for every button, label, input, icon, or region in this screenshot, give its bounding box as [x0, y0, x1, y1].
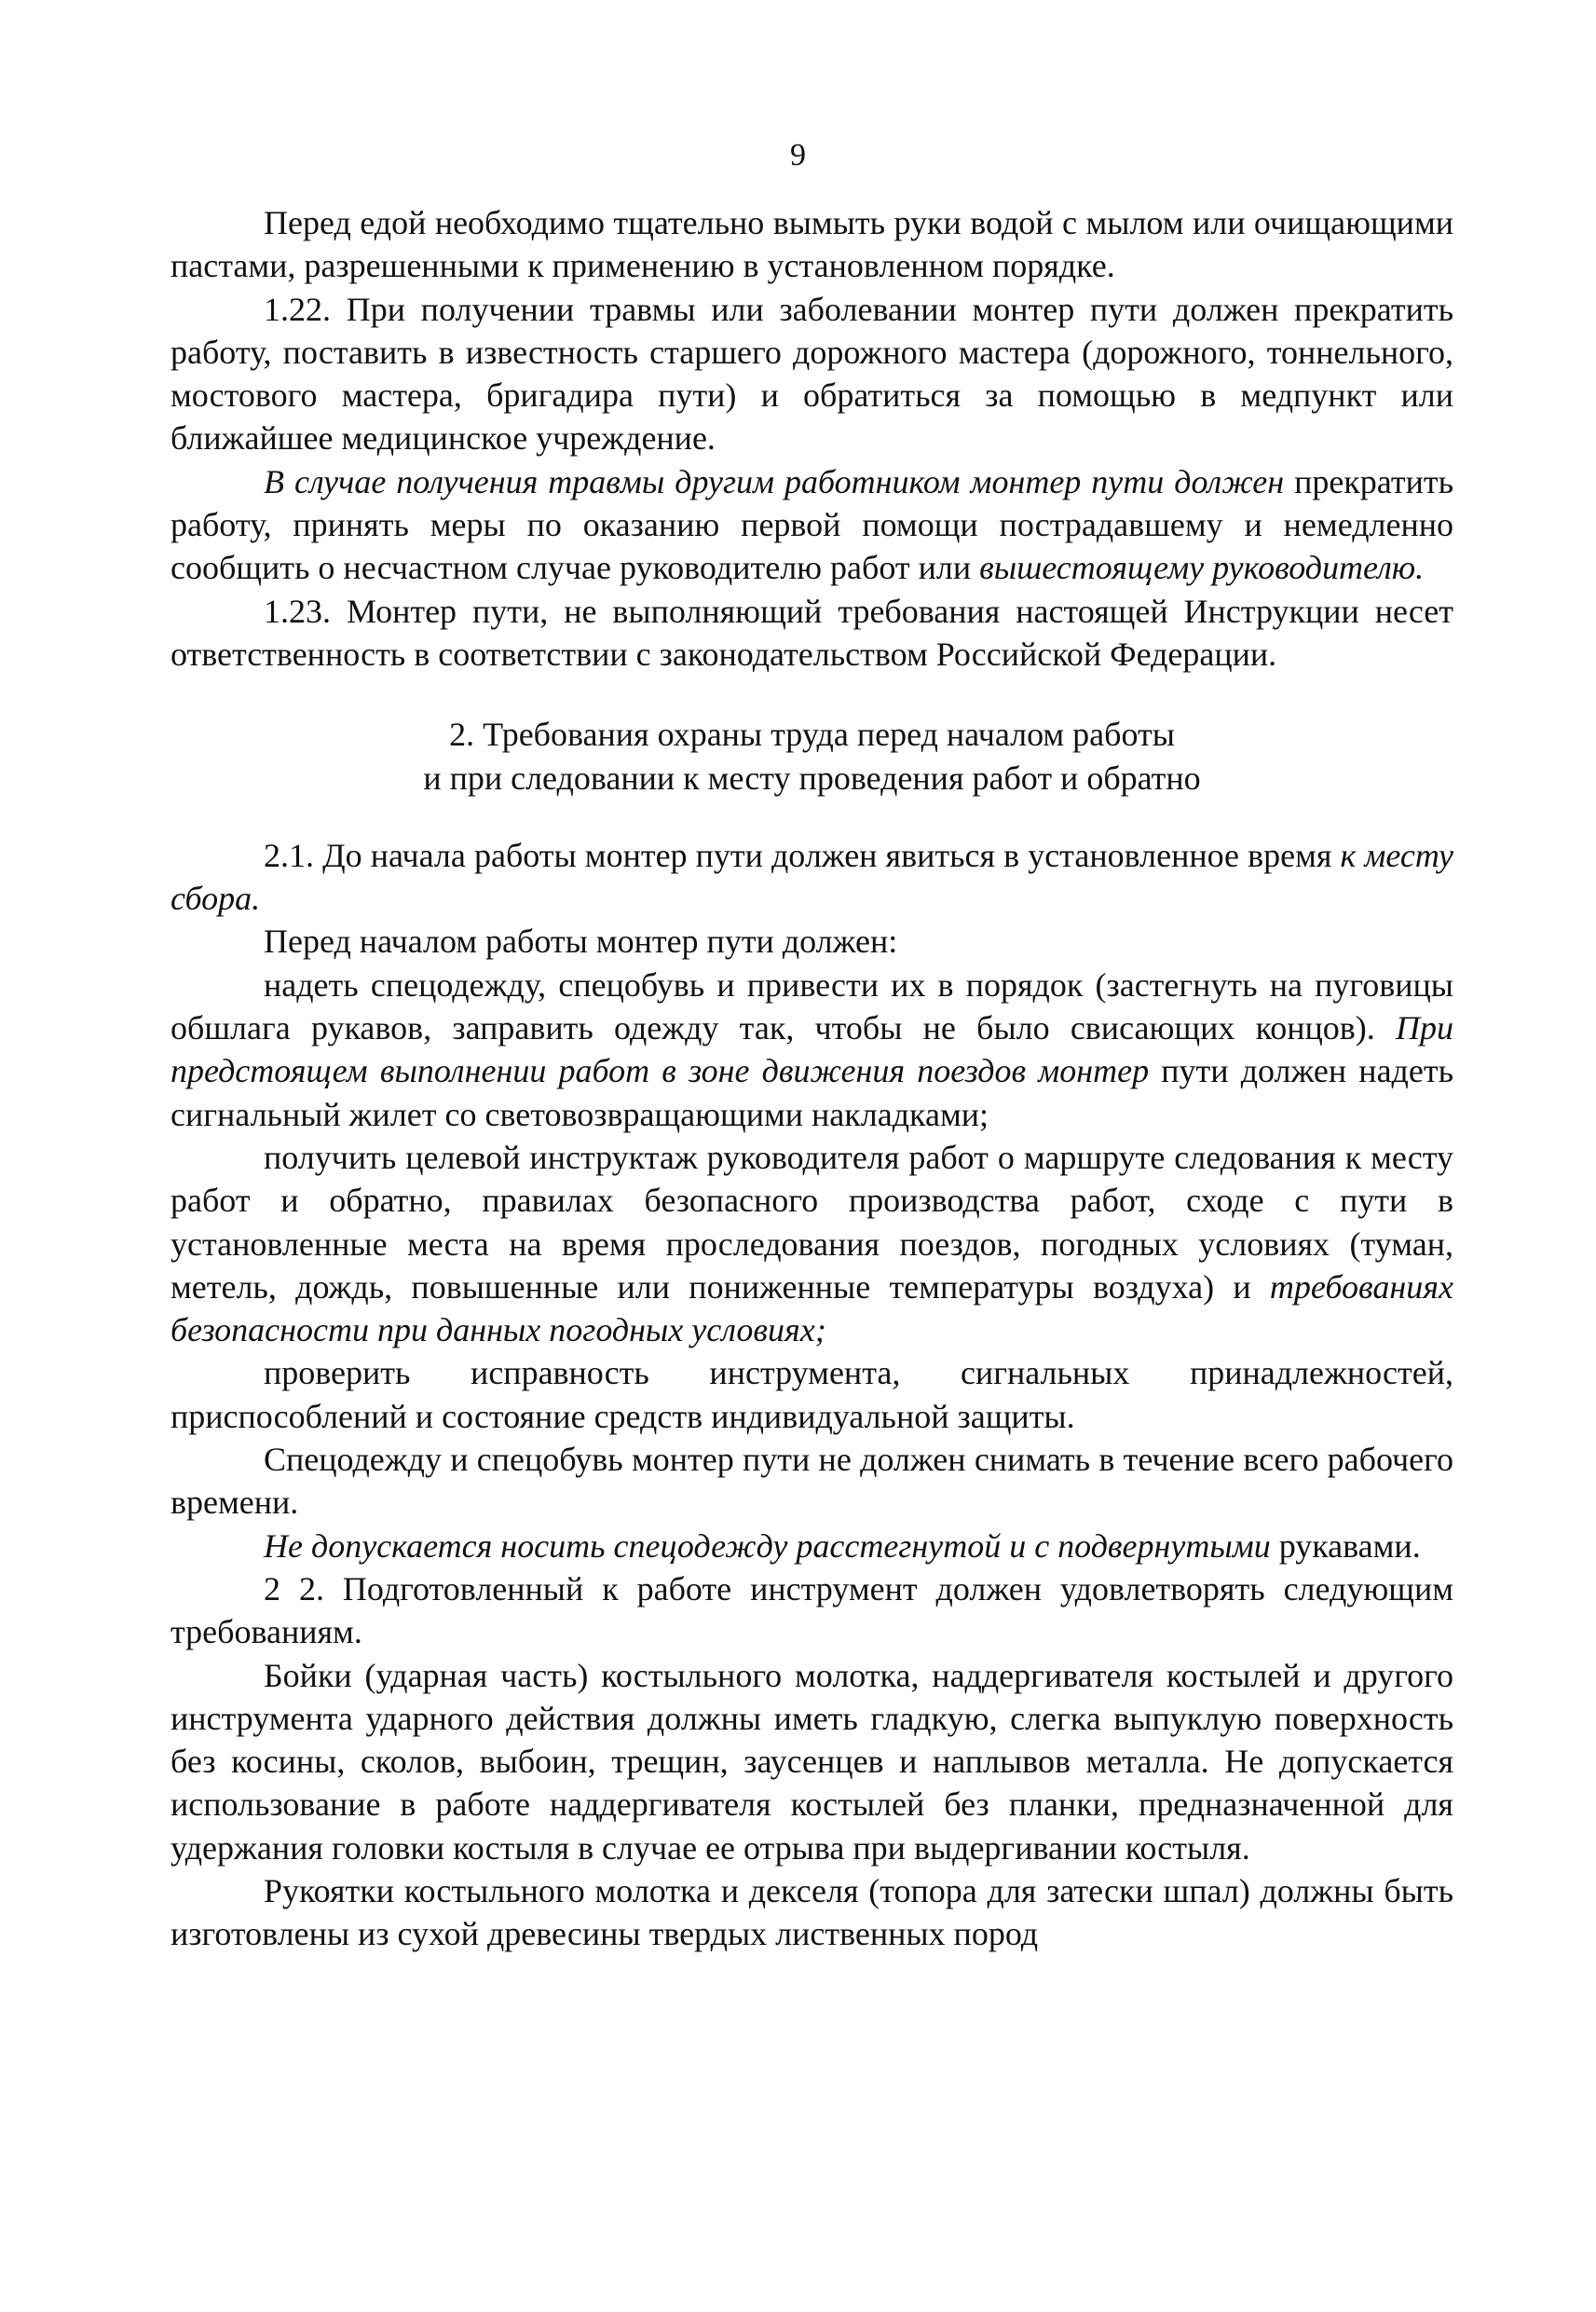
italic-text: к месту сбора.: [171, 836, 1453, 918]
paragraph-workwear: [171, 964, 1453, 1136]
body-text: пути должен надеть сигнальный жилет со световозвращающими накладками;: [171, 1052, 1453, 1133]
section-title-line: 2. Требования охраны труда перед началом работы: [449, 716, 1175, 754]
section-2-title: [171, 713, 1453, 800]
page-number: 9: [790, 138, 806, 172]
paragraph-injury-other-worker: [171, 460, 1453, 590]
italic-text: Не допускается носить спецодежду расстегнутой и с подвернутыми: [264, 1526, 1271, 1565]
paragraph-check-tools: проверить исправность инструмента, сигнальных принадлежностей, приспособлений и состояние средств индивидуальной защиты.: [171, 1354, 1453, 1435]
body-text: прекратить работу, принять меры по оказанию первой помощи пострадавшему и немедленно сообщить о несчастном случае руководителю работ или: [171, 462, 1453, 587]
italic-text: требованиях безопасности при данных погодных условиях;: [171, 1267, 1453, 1349]
paragraph-2-2: 2 2. Подготовленный к работе инструмент должен удовлетворять следующим требованиям.: [171, 1569, 1453, 1651]
body-text: надеть спецодежду, спецобувь и привести их в порядок (застегнуть на пуговицы обшлага рукавов, заправить одежду так, чтобы не было свисающих концов).: [171, 965, 1453, 1047]
paragraph-briefing: [171, 1136, 1453, 1351]
italic-text: вышестоящему руководителю.: [979, 549, 1425, 587]
italic-text: В случае получения травмы другим работником монтер пути должен: [264, 462, 1285, 500]
document-body: [171, 201, 1453, 1956]
paragraph-1-22: 1.22. При получении травмы или заболевании монтер пути должен прекратить работу, поставить в известность старшего дорожного мастера (дорожного, тоннельного, мостового мастера, бригадира пути) и обратиться за помощью в медпункт или ближайшее медицинское учреждение.: [171, 290, 1453, 458]
paragraph-1-23: 1.23. Монтер пути, не выполняющий требования настоящей Инструкции несет ответственность в соответствии с законодательством Российской Федерации.: [171, 592, 1453, 673]
body-text: рукавами.: [1270, 1526, 1421, 1565]
body-text: 2.1. До начала работы монтер пути должен явиться в установленное время: [264, 836, 1332, 874]
body-text: получить целевой инструктаж руководителя работ о маршруте следования к месту работ и обратно, правилах безопасного производства работ, сходе с пути в установленные места на время проследования поездов, погодных условиях (туман, метель, дождь, повышенные или пониженные температуры воздуха) и: [171, 1138, 1453, 1306]
paragraph-2-1: [171, 834, 1453, 921]
paragraph-before-work: Перед началом работы монтер пути должен:: [264, 923, 898, 961]
paragraph-strikers: Бойки (ударная часть) костыльного молотка, наддергивателя костылей и другого инструмента ударного действия должны иметь гладкую, слегка выпуклую поверхность без косины, сколов, выбоин, трещин, заусенцев и наплывов металла. Не допускается использование в работе наддергивателя костылей без планки, предназначенной для удержания головки костыля в случае ее отрыва при выдергивании костыля.: [171, 1656, 1453, 1867]
italic-text: При предстоящем выполнении работ в зоне движения поездов монтер: [171, 1009, 1453, 1090]
paragraph-hand-washing: Перед едой необходимо тщательно вымыть руки водой с мылом или очищающими пастами, разрешенными к применению в установленном порядке.: [171, 204, 1453, 285]
paragraph-unbuttoned-prohibited: [171, 1525, 1453, 1567]
paragraph-handles: Рукоятки костыльного молотка и декселя (топора для затески шпал) должны быть изготовлены из сухой древесины твердых лиственных пород: [171, 1871, 1453, 1953]
paragraph-no-removing-workwear: Спецодежду и спецобувь монтер пути не должен снимать в течение всего рабочего времени.: [171, 1441, 1453, 1522]
section-title-line: и при следовании к месту проведения работ и обратно: [423, 759, 1201, 797]
